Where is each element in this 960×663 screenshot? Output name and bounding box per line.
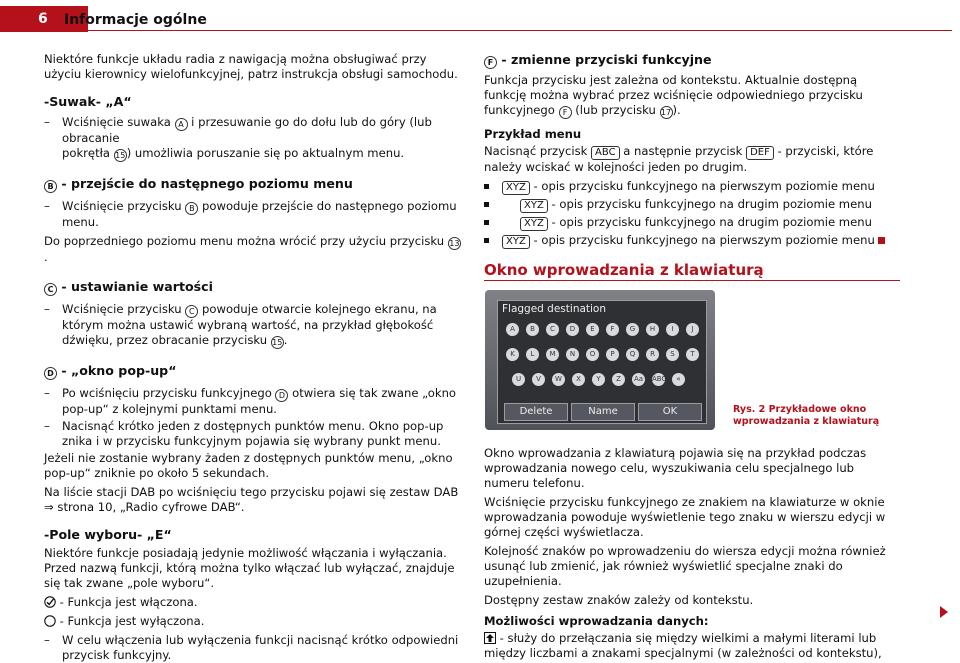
right-lower [484,446,900,661]
name-button[interactable]: Name [571,403,635,421]
edit-line: Flagged destination [502,303,607,315]
keyboard-key[interactable]: B [526,323,539,336]
intro-text: Niektóre funkcje układu radia z nawigacją można obsługiwać przy użyciu kierownicy wielofunkcyjnej, patrz instrukcja obsługi samochodu. [44,52,458,81]
keyboard-key[interactable]: R [646,348,659,361]
page-number: 6 [0,6,88,32]
kb-para-1: Okno wprowadzania z klawiaturą pojawia się na przykład podczas wprowadzania nowego celu, wyszukiwania celu specjalnego lub numeru telefonu. [484,446,867,490]
keyboard-key[interactable]: O [586,348,599,361]
suwak-heading: -Suwak- „A“ [44,94,132,109]
kb-para-3: Kolejność znaków po wprowadzeniu do wiersza edycji można również usunąć lub zmienić, jak również wyświetlić specjalne znaki do uzupełnienia. [484,544,886,588]
kb-para-2: Wciśnięcie przycisku funkcyjnego ze znakiem na klawiaturze w oknie wprowadzania powoduje wyświetlenie tego znaku w wierszu edycji w górnej części wyświetlacza. [484,495,886,539]
e-text-1: Niektóre funkcje posiadają jedynie możliwość włączania i wyłączania. Przed nazwą funkcji, którą można tylko włączać lub wyłączać, znajduje się tak zwane „pole wyboru“. [44,546,455,590]
key-def: DEF [746,146,774,160]
menu-bullet-3: XYZ - opis przycisku funkcyjnego na drugim poziomie menu [484,215,900,231]
suwak-text: – Wciśnięcie suwaka A i przesuwanie go do dołu lub do góry (lub obracanie pokrętła 15) umożliwia poruszanie się po aktualnym menu. [44,115,464,162]
keyboard-key[interactable]: K [506,348,519,361]
checkbox-checked-icon [44,596,56,608]
badge-a: A [175,118,188,131]
ok-button[interactable]: OK [638,403,702,421]
header-divider [88,30,952,31]
badge-c: C [44,283,57,296]
menu-bullet-1: XYZ - opis przycisku funkcyjnego na pierwszym poziomie menu [484,179,900,195]
c-text: – Wciśnięcie przycisku C powoduje otwarcie kolejnego ekranu, na którym można ustawić wybraną wartość, na przykład głębokość dźwięku, przez obracanie przycisku 15. [44,302,464,349]
end-marker [878,237,885,244]
badge-13: 13 [449,239,460,248]
e-heading: -Pole wyboru- „E“ [44,527,172,542]
kb-input-heading: Możliwości wprowadzania danych: [484,614,709,628]
keyboard-screen [497,300,707,424]
e-off-line: - Funkcja jest wyłączona. [44,614,464,629]
keyboard-key[interactable]: X [572,373,585,386]
keyboard-key[interactable]: « [672,373,685,386]
e-on-line: - Funkcja jest włączona. [44,595,464,610]
next-page-arrow-icon[interactable] [940,606,948,618]
kb-input-text: - służy do przełączania się między wielkimi a małymi literami lub między liczbami a znakami specjalnymi (w zależności od kontekstu), [484,631,882,660]
d-text-3: Jeżeli nie zostanie wybrany żaden z dostępnych punktów menu, „okno pop-up“ zniknie po około 5 sekundach. [44,451,453,480]
b-heading: B - przejście do następnego poziomu menu [44,176,464,193]
b-text-2: Do poprzedniego poziomu menu można wrócić przy użyciu przycisku 13. [44,234,460,264]
kb-section-heading: Okno wprowadzania z klawiaturą [484,261,764,279]
keyboard-key[interactable]: F [606,323,619,336]
keyboard-key[interactable]: Q [626,348,639,361]
d-text-1: – Po wciśnięciu przycisku funkcyjnego D otwiera się tak zwane „okno pop-up“ z kolejnymi punktami menu. [44,386,464,417]
figure-code: BA1-2BF2001 [700,344,708,392]
keyboard-key[interactable]: S [666,348,679,361]
keyboard-key[interactable]: Y [592,373,605,386]
keyboard-key[interactable]: ÄBC [652,373,665,386]
badge-b: B [44,180,57,193]
keyboard-key[interactable]: W [552,373,565,386]
badge-d: D [44,367,57,380]
right-column [484,52,900,281]
keyboard-key[interactable]: N [566,348,579,361]
b-text-1: – Wciśnięcie przycisku B powoduje przejście do następnego poziomu menu. [44,199,464,230]
keyboard-key[interactable]: T [686,348,699,361]
example-text: Nacisnąć przycisk ABC a następnie przycisk DEF - przyciski, które należy wciskać w kolejności jeden po drugim. [484,144,874,174]
d-text-2: – Nacisnąć krótko jeden z dostępnych punktów menu. Okno pop-up znika i w przycisku funkcyjnym pojawia się wybrany punkt menu. [44,419,464,449]
kb-para-4: Dostępny zestaw znaków zależy od kontekstu. [484,593,754,607]
keyboard-figure [485,290,715,430]
keyboard-key[interactable]: G [626,323,639,336]
keyboard-key[interactable]: V [532,373,545,386]
section-divider [484,280,900,281]
keyboard-key[interactable]: E [586,323,599,336]
f-heading: F - zmienne przyciski funkcyjne [484,52,900,69]
page-title: Informacje ogólne [64,12,207,28]
keyboard-key[interactable]: Z [612,373,625,386]
c-heading: C - ustawianie wartości [44,279,464,296]
keyboard-key[interactable]: I [666,323,679,336]
keyboard-key[interactable]: L [526,348,539,361]
menu-bullet-2: XYZ - opis przycisku funkcyjnego na drugim poziomie menu [484,197,900,213]
figure-caption: Rys. 2 Przykładowe okno wprowadzania z klawiaturą [733,404,880,427]
e-text-2: – W celu włączenia lub wyłączenia funkcji nacisnąć krótko odpowiedni przycisk funkcyjny. [44,633,464,663]
keyboard-key[interactable]: H [646,323,659,336]
keyboard-key[interactable]: J [686,323,699,336]
badge-f: F [484,56,497,69]
badge-17: 17 [660,108,672,117]
keyboard-key[interactable]: U [512,373,525,386]
keyboard-key[interactable]: A [506,323,519,336]
keyboard-key[interactable]: C [546,323,559,336]
menu-bullet-4: XYZ - opis przycisku funkcyjnego na pierwszym poziomie menu [484,233,900,249]
keyboard-key[interactable]: D [566,323,579,336]
d-heading: D - „okno pop-up“ [44,363,464,380]
d-text-4: Na liście stacji DAB po wciśnięciu tego przycisku pojawi się zestaw DAB ⇒ strona 10, „Radio cyfrowe DAB“. [44,485,459,514]
keyboard-key[interactable]: P [606,348,619,361]
shift-arrow-icon [484,632,496,644]
left-column [44,52,464,663]
keyboard-key[interactable]: M [546,348,559,361]
page-header [0,0,960,40]
f-text: Funkcja przycisku jest zależna od kontekstu. Aktualnie dostępną funkcję można wybrać przez wciśnięcie odpowiedniego przycisku funkcyjnego F (lub przycisku 17). [484,73,863,117]
checkbox-unchecked-icon [44,615,56,627]
delete-button[interactable]: Delete [504,403,568,421]
key-abc: ABC [591,146,620,160]
badge-15: 15 [115,151,126,160]
example-heading: Przykład menu [484,127,582,141]
keyboard-key[interactable]: Aa [632,373,645,386]
